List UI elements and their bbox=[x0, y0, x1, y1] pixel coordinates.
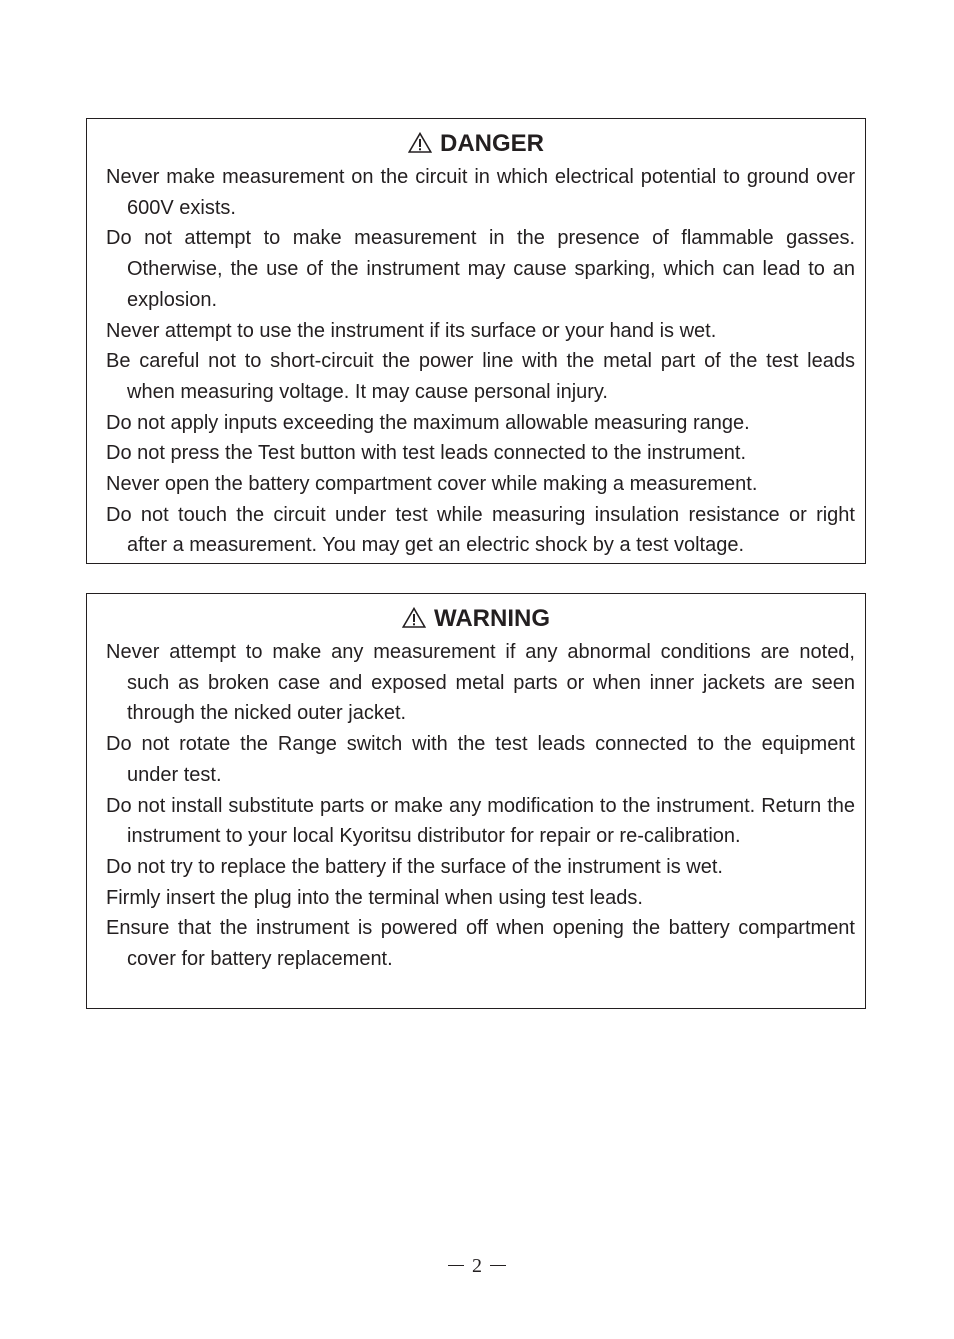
list-item: Do not rotate the Range switch with the test leads connected to the equipment under test. bbox=[106, 733, 855, 786]
warning-triangle-icon bbox=[402, 606, 426, 636]
warning-triangle-icon bbox=[408, 131, 432, 161]
list-item: Do not try to replace the battery if the surface of the instrument is wet. bbox=[106, 855, 723, 878]
list-item: Firmly insert the plug into the terminal when using test leads. bbox=[106, 886, 643, 909]
danger-heading bbox=[87, 129, 865, 161]
list-item: Do not apply inputs exceeding the maximum allowable measuring range. bbox=[106, 411, 750, 434]
list-item: Never open the battery compartment cover while making a measurement. bbox=[106, 473, 758, 496]
warning-heading bbox=[87, 604, 865, 636]
warning-box bbox=[86, 593, 866, 1009]
list-item: Never attempt to make any measurement if any abnormal conditions are noted, such as broken case and exposed metal parts or when inner jackets are seen through the nicked outer jacket. bbox=[106, 641, 855, 725]
list-item: Never attempt to use the instrument if its surface or your hand is wet. bbox=[106, 319, 717, 342]
list-item: Do not touch the circuit under test while measuring insulation resistance or right after a measurement. You may get an electric shock by a test voltage. bbox=[106, 503, 855, 557]
warning-title: WARNING bbox=[434, 605, 550, 632]
list-item: Never make measurement on the circuit in which electrical potential to ground over 600V exists. bbox=[106, 166, 855, 219]
list-item: Do not press the Test button with test leads connected to the instrument. bbox=[106, 442, 746, 465]
page-number bbox=[0, 1253, 954, 1279]
warning-list bbox=[106, 637, 855, 975]
danger-list bbox=[106, 162, 855, 561]
danger-box bbox=[86, 118, 866, 564]
dash-left bbox=[448, 1265, 464, 1266]
dash-right bbox=[490, 1265, 506, 1266]
list-item: Be careful not to short-circuit the power line with the metal part of the test leads when measuring voltage. It may cause personal injury. bbox=[106, 350, 855, 403]
list-item: Ensure that the instrument is powered off when opening the battery compartment cover for battery replacement. bbox=[106, 917, 855, 971]
danger-title: DANGER bbox=[439, 130, 544, 157]
page-number-value: 2 bbox=[472, 1255, 482, 1277]
list-item: Do not install substitute parts or make any modification to the instrument. Return the instrument to your local Kyoritsu distributor for repair or re-calibration. bbox=[106, 794, 855, 848]
list-item: Do not attempt to make measurement in the presence of flammable gasses. Otherwise, the use of the instrument may cause sparking, which can lead to an explosion. bbox=[106, 227, 855, 311]
